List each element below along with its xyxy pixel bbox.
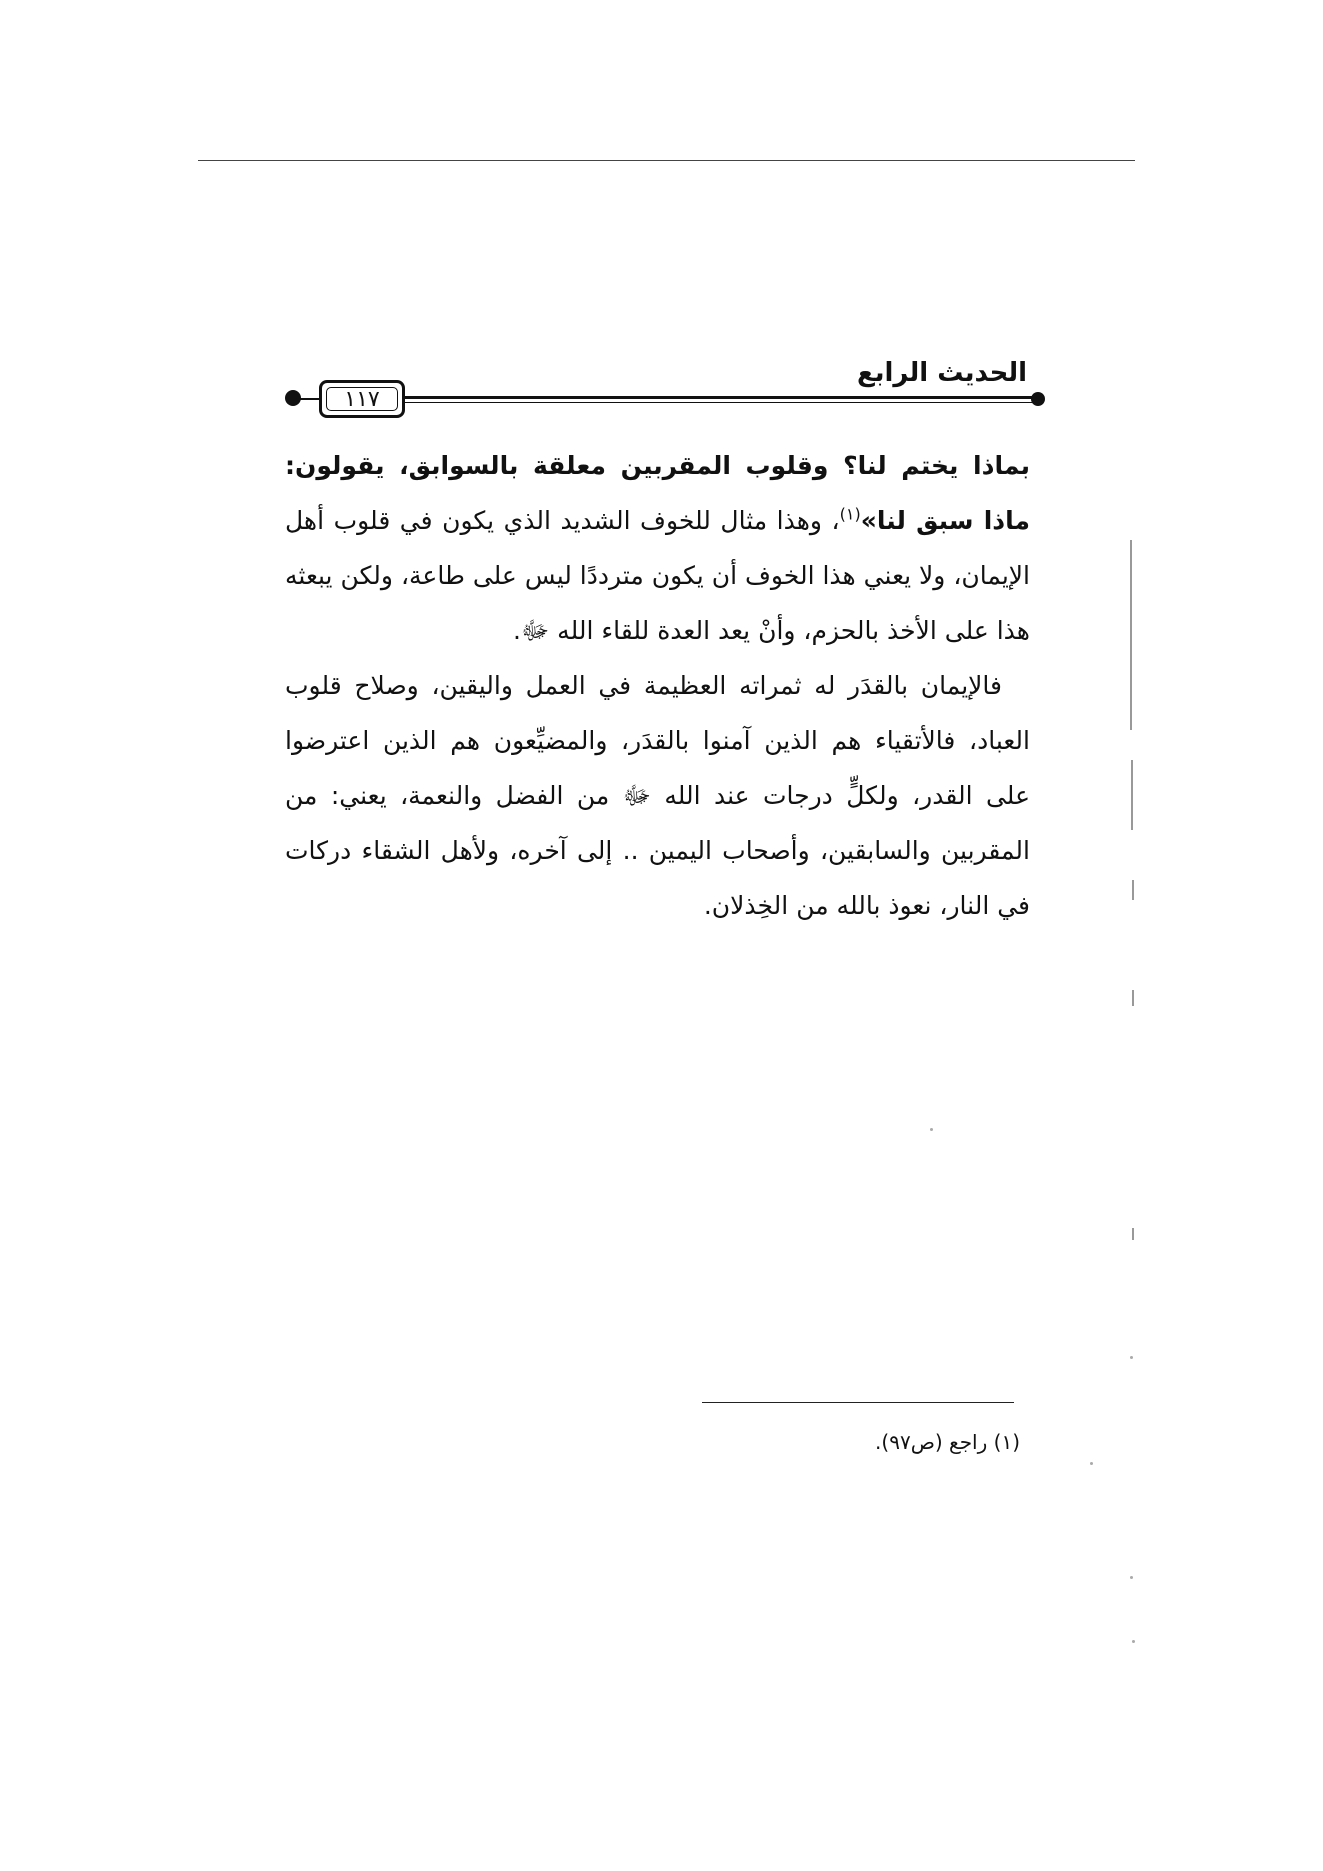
- header-rule-thick: [405, 396, 1035, 399]
- scan-margin-mark: [1132, 990, 1134, 1006]
- scan-speck: [1090, 1462, 1093, 1465]
- scan-margin-mark: [1132, 880, 1134, 900]
- scan-speck: [1132, 1640, 1135, 1643]
- scan-speck: [1130, 1356, 1133, 1359]
- scan-margin-mark: [1130, 540, 1132, 730]
- paragraph-2-text: فالإيمان بالقدَر له ثمراته العظيمة في العمل واليقين، وصلاح قلوب العباد، فالأتقياء هم الذين آمنوا بالقدَر، والمضيِّعون هم الذين اعترضوا على القدر، ولكلٍّ درجات عند الله ﷻ من الفضل والنعمة، يعني: من المقربين والسابقين، وأصحاب اليمين .. إلى آخره، ولأهل الشقاء دركات في النار، نعوذ بالله من الخِذلان.: [285, 671, 1030, 920]
- page-header: [285, 360, 1045, 430]
- paragraph-1-text: ، وهذا مثال للخوف الشديد الذي يكون في قلوب أهل الإيمان، ولا يعني هذا الخوف أن يكون مترددًا ليس على طاعة، ولكن يبعثه هذا على الأخذ بالحزم، وأنْ يعد العدة للقاء الله ﷻ.: [285, 506, 1030, 645]
- footnote-reference: (١): [839, 504, 861, 524]
- header-rule-thin: [405, 402, 1035, 403]
- header-rule-stub: [297, 398, 319, 400]
- scan-margin-mark: [1131, 760, 1133, 830]
- body-text: [285, 438, 1030, 933]
- top-rule: [198, 160, 1135, 161]
- footnote-separator: [702, 1402, 1014, 1403]
- paragraph-2: [285, 658, 1030, 933]
- page-number-box: [319, 380, 405, 418]
- footnote: (١) راجع (ص٩٧).: [875, 1430, 1020, 1454]
- paragraph-1-bold-lead: بماذا يختم لنا؟ وقلوب المقربين معلقة بالسوابق، يقولون: ماذا سبق لنا»: [285, 451, 1030, 535]
- scan-margin-mark: [1132, 1228, 1134, 1240]
- scan-speck: [930, 1128, 933, 1131]
- scan-speck: [1130, 1576, 1133, 1579]
- header-ornament-dot-right: [1031, 392, 1045, 406]
- page-number: ١١٧: [344, 386, 380, 412]
- paragraph-1: [285, 438, 1030, 658]
- running-title: الحديث الرابع: [856, 358, 1027, 388]
